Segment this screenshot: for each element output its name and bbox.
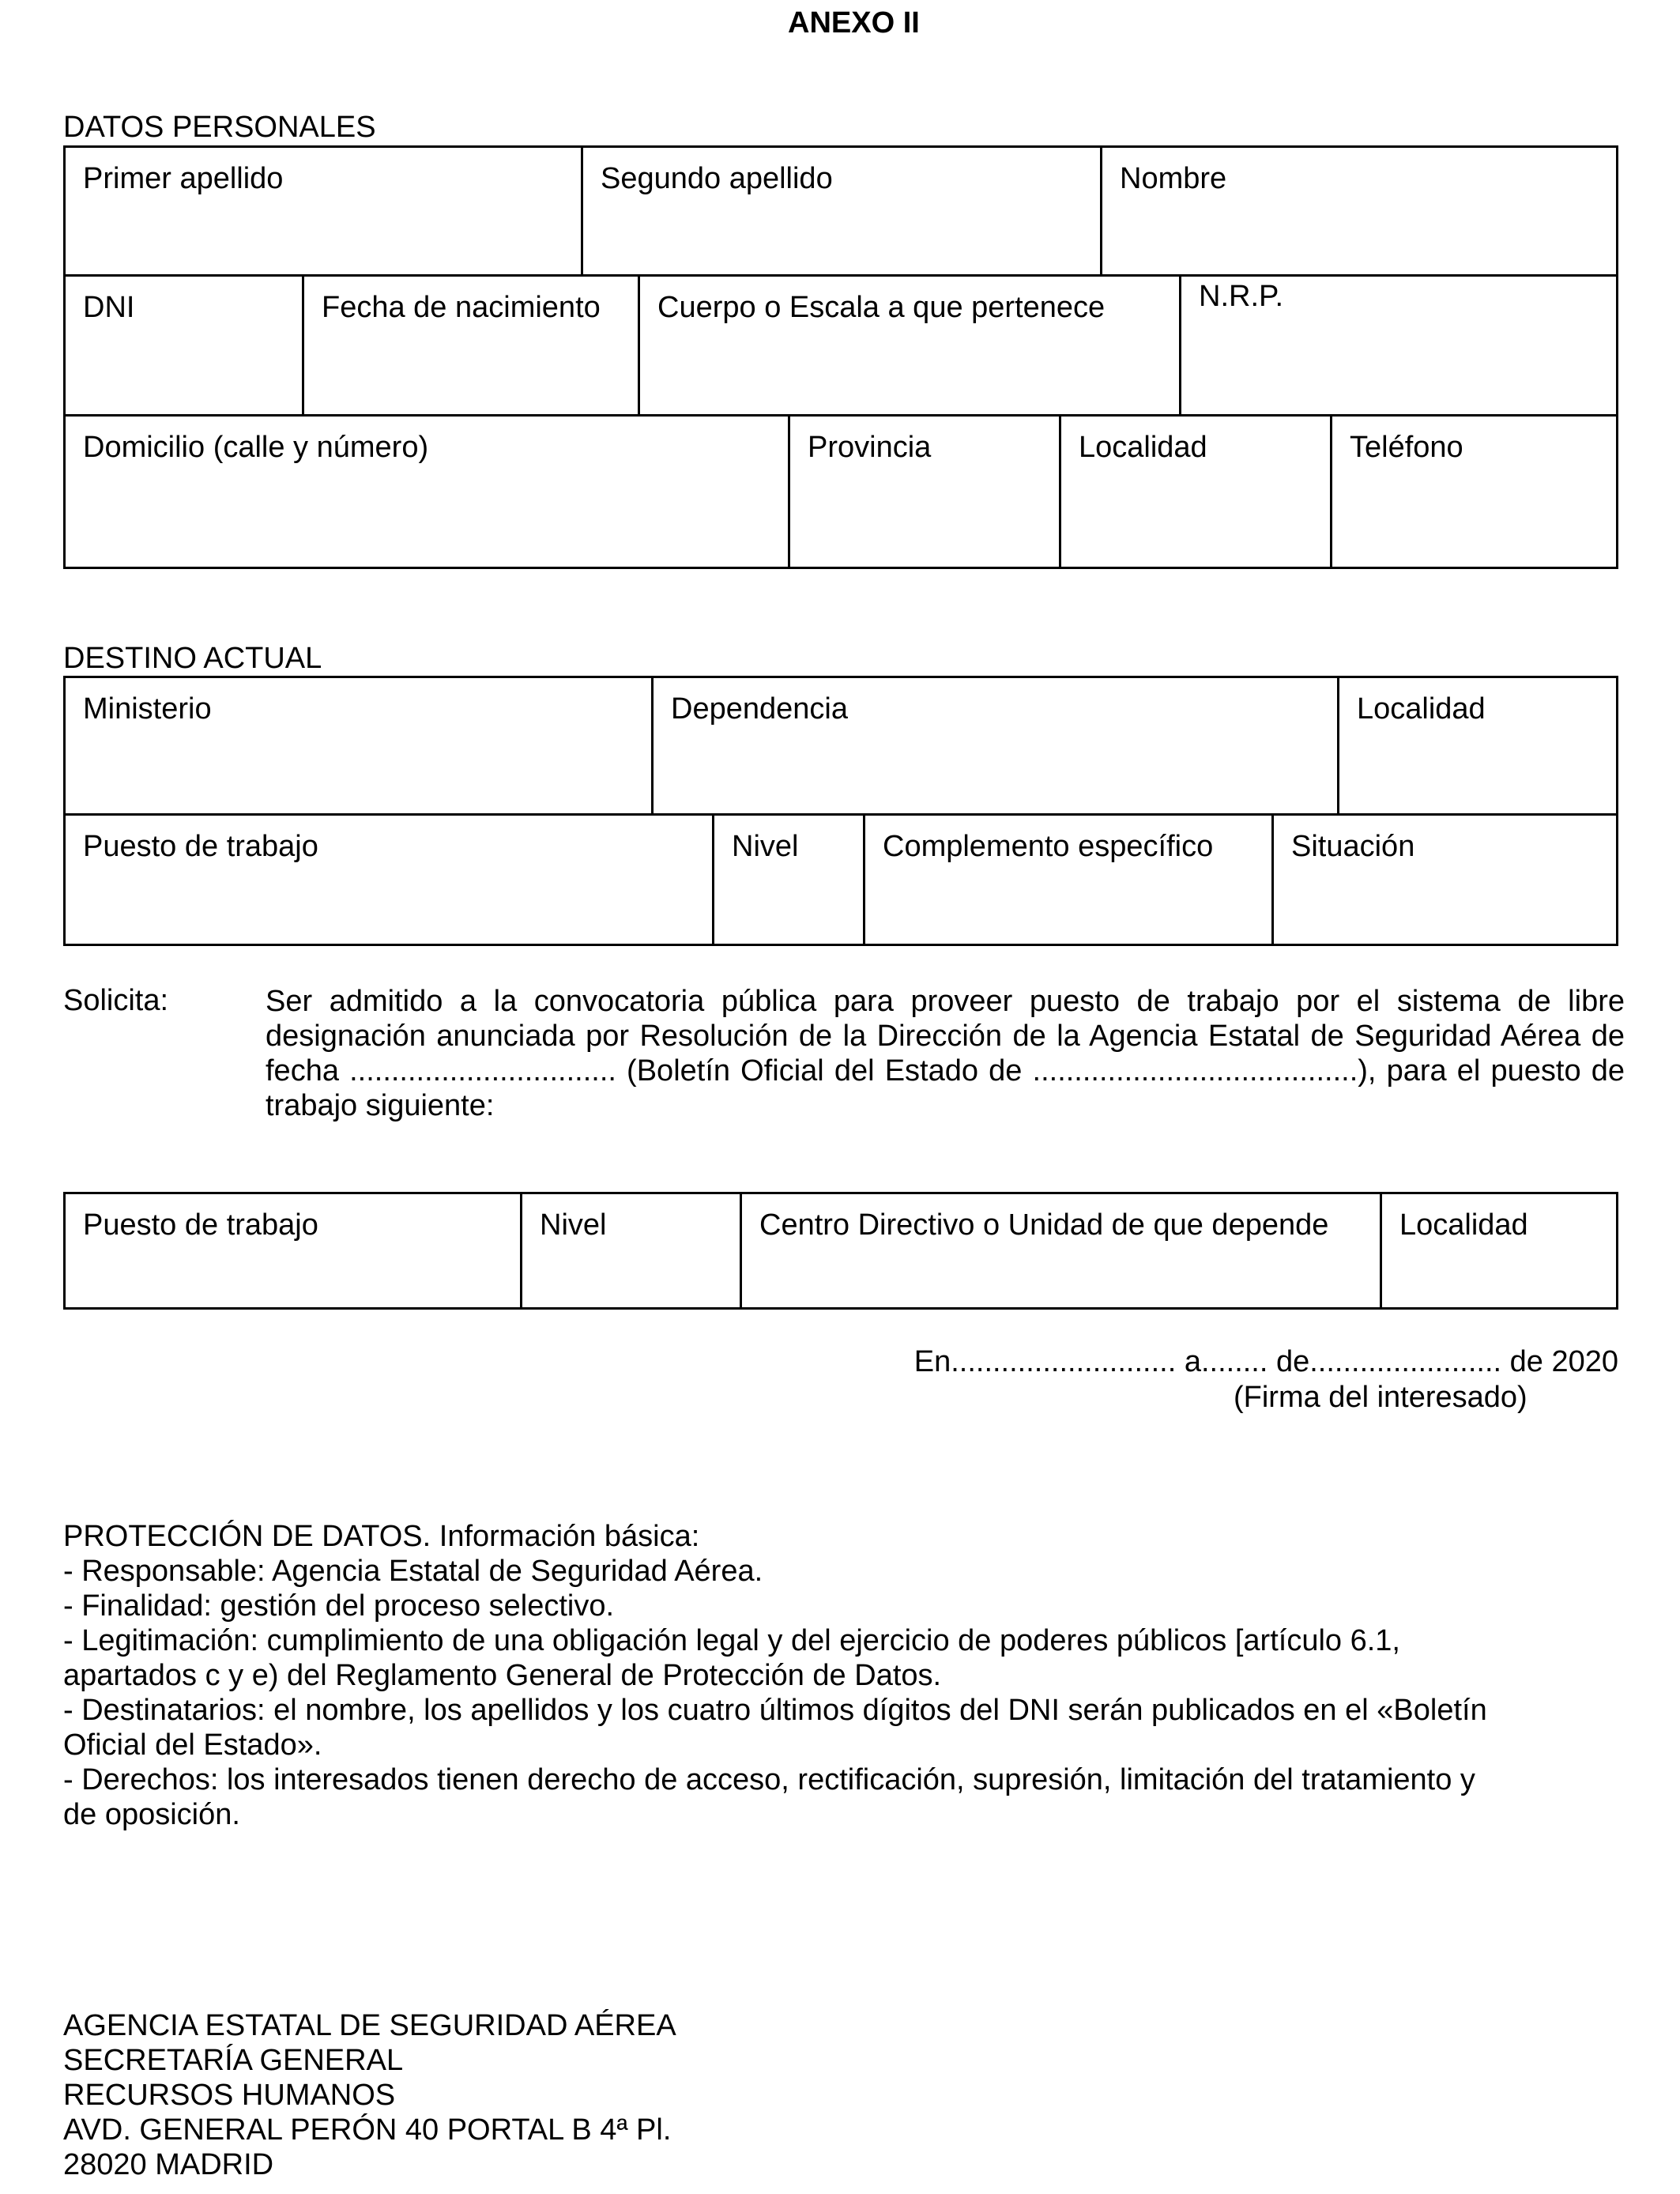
direccion-line: AGENCIA ESTATAL DE SEGURIDAD AÉREA	[63, 2009, 676, 2042]
proteccion-line: - Legitimación: cumplimiento de una obligación legal y del ejercicio de poderes públicos [artículo 6.1,	[63, 1624, 1400, 1657]
proteccion-line: apartados c y e) del Reglamento General de Protección de Datos.	[63, 1659, 942, 1692]
field-label: Puesto de trabajo	[83, 830, 318, 863]
proteccion-line: - Finalidad: gestión del proceso selectivo.	[63, 1589, 615, 1623]
field-label: Localidad	[1357, 692, 1486, 726]
proteccion-line: Oficial del Estado».	[63, 1728, 322, 1762]
proteccion-line: - Responsable: Agencia Estatal de Seguridad Aérea.	[63, 1555, 763, 1588]
field-puesto-trabajo[interactable]	[63, 813, 714, 946]
proteccion-line: - Derechos: los interesados tienen derecho de acceso, rectificación, supresión, limitación del tratamiento y	[63, 1763, 1475, 1796]
direccion-line: 28020 MADRID	[63, 2148, 274, 2181]
field-label: Situación	[1291, 830, 1415, 863]
proteccion-line: - Destinatarios: el nombre, los apellidos y los cuatro últimos dígitos del DNI serán publicados en el «Boletín	[63, 1694, 1487, 1727]
field-dependencia[interactable]	[651, 676, 1339, 816]
section-heading-personal: DATOS PERSONALES	[63, 111, 376, 144]
direccion-line: RECURSOS HUMANOS	[63, 2079, 396, 2112]
solicita-text: Ser admitido a la convocatoria pública para proveer puesto de trabajo por el sistema de libre designación anunciada por Resolución de la Dirección de la Agencia Estatal de Seguridad Aérea de fecha ................................ (Boletín Oficial del Estado de .......................................), para el puesto de trabajo siguiente:	[266, 985, 1625, 1122]
field-label: Localidad	[1399, 1208, 1528, 1242]
field-localidad-destino[interactable]	[1337, 676, 1618, 816]
field-label: N.R.P.	[1199, 280, 1284, 313]
field-nombre[interactable]	[1100, 145, 1618, 277]
field-label: DNI	[83, 291, 135, 324]
solicita-label: Solicita:	[63, 984, 169, 1017]
field-localidad[interactable]	[1059, 414, 1332, 569]
section-heading-destino: DESTINO ACTUAL	[63, 642, 322, 675]
field-label: Primer apellido	[83, 162, 284, 195]
field-label: Nivel	[732, 830, 799, 863]
field-provincia[interactable]	[788, 414, 1061, 569]
field-centro-directivo[interactable]	[740, 1192, 1382, 1310]
field-label: Teléfono	[1350, 431, 1463, 464]
field-label: Cuerpo o Escala a que pertenece	[657, 291, 1106, 324]
proteccion-datos	[63, 1519, 1565, 1832]
direccion	[63, 2008, 1565, 2182]
field-segundo-apellido[interactable]	[581, 145, 1102, 277]
field-label: Fecha de nacimiento	[322, 291, 601, 324]
field-label: Dependencia	[671, 692, 848, 726]
field-telefono[interactable]	[1330, 414, 1618, 569]
field-label: Nivel	[540, 1208, 607, 1242]
field-nrp[interactable]	[1179, 274, 1618, 417]
field-nivel[interactable]	[712, 813, 865, 946]
field-domicilio[interactable]	[63, 414, 790, 569]
fecha-line: En........................... a........ de....................... de 2020	[913, 1345, 1618, 1378]
field-label: Puesto de trabajo	[83, 1208, 318, 1242]
field-puesto-solicitado[interactable]	[63, 1192, 522, 1310]
field-fecha-nacimiento[interactable]	[302, 274, 640, 417]
field-localidad-solicitada[interactable]	[1380, 1192, 1618, 1310]
page-title: ANEXO II	[788, 6, 920, 40]
field-ministerio[interactable]	[63, 676, 654, 816]
field-nivel-solicitado[interactable]	[520, 1192, 742, 1310]
field-label: Domicilio (calle y número)	[83, 431, 429, 464]
proteccion-line: PROTECCIÓN DE DATOS. Información básica:	[63, 1520, 700, 1553]
field-dni[interactable]	[63, 274, 304, 417]
field-label: Localidad	[1079, 431, 1207, 464]
field-label: Ministerio	[83, 692, 212, 726]
field-label: Provincia	[808, 431, 932, 464]
field-cuerpo-escala[interactable]	[638, 274, 1181, 417]
field-label: Nombre	[1120, 162, 1227, 195]
firma-label: (Firma del interesado)	[1234, 1381, 1527, 1414]
field-situacion[interactable]	[1271, 813, 1618, 946]
field-label: Segundo apellido	[601, 162, 833, 195]
field-primer-apellido[interactable]	[63, 145, 583, 277]
direccion-line: SECRETARÍA GENERAL	[63, 2044, 404, 2077]
field-complemento-especifico[interactable]	[863, 813, 1274, 946]
field-label: Centro Directivo o Unidad de que depende	[759, 1208, 1329, 1242]
direccion-line: AVD. GENERAL PERÓN 40 PORTAL B 4ª Pl.	[63, 2113, 672, 2147]
field-label: Complemento específico	[883, 830, 1214, 863]
proteccion-line: de oposición.	[63, 1798, 240, 1831]
